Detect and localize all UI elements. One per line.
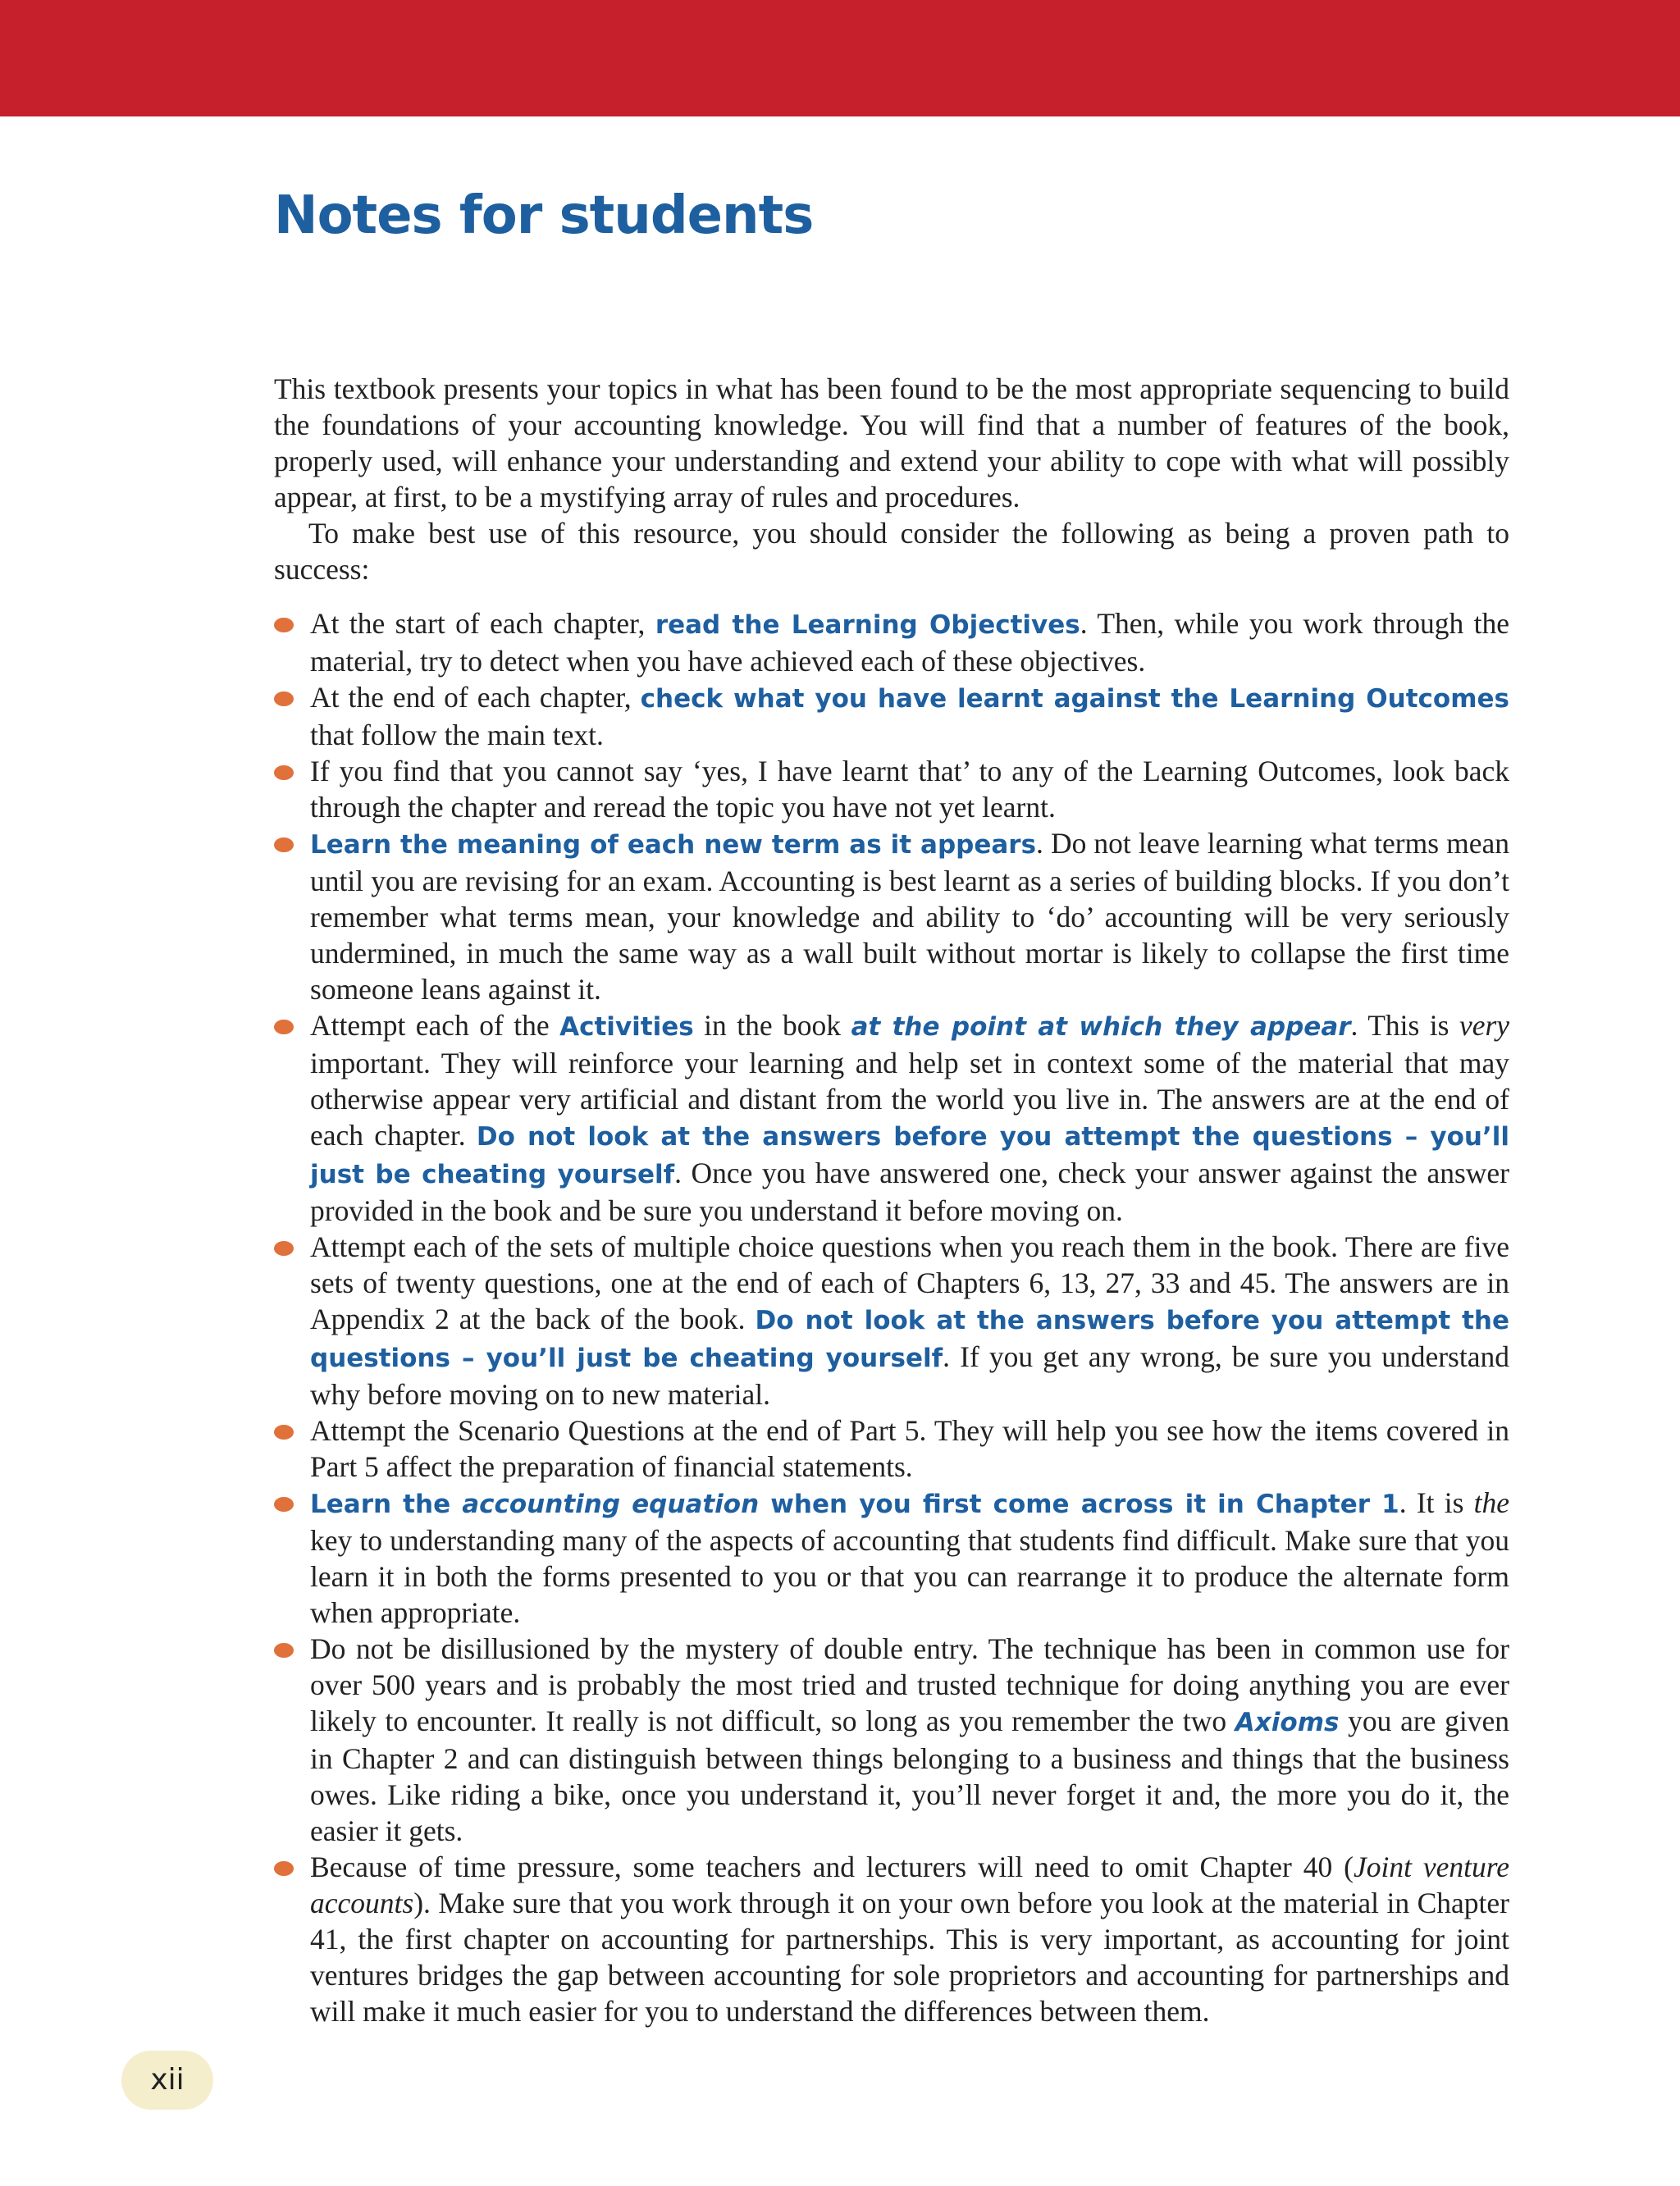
intro-paragraph: This textbook presents your topics in what has been found to be the most appropriate sequencing to build the foundations of your accounting knowledge. You will find that a number of features of the book, properly used, will enhance your understanding and extend your ability to cope with what will possibly appear, at first, to be a mystifying array of rules and procedures. [274, 372, 1509, 513]
body-text [274, 371, 1509, 2029]
item-text: ). Make sure that you work through it on your own before you look at the material in Chapter 41, the first chapter on accounting for partnerships. This is very important, as accounting for joint ventures bridges the gap between accounting for sole proprietors and accounting for partnerships and will make it much easier for you to understand the differences between them. [310, 1887, 1509, 2028]
item-text: At the end of each chapter, [310, 681, 641, 714]
bullet-icon [274, 691, 294, 706]
highlight-italic-text: accounting equation [462, 1490, 760, 1519]
item-text: important. They will reinforce your learning and help set in context some of the material that may otherwise appear very artificial and distant from the world you live in. The answers are at the end of each chapter. [310, 1047, 1509, 1152]
item-text: At the start of each chapter, [310, 607, 655, 640]
item-text: . Once you have answered one, check your answer against the answer provided in the book and be sure you understand it before moving on. [310, 1157, 1509, 1227]
highlight-text: check what you have learnt against the Learning Outcomes [640, 684, 1509, 714]
bullet-icon [274, 1861, 294, 1876]
highlight-text: Do not look at the answers before you attempt the questions – you’ll just be cheating yourself [310, 1306, 1510, 1373]
item-text: Attempt the Scenario Questions at the end of Part 5. They will help you see how the items covered in Part 5 affect the preparation of financial statements. [310, 1414, 1509, 1483]
highlight-text: Do not look at the answers before you attempt the questions – you’ll just be cheating yourself [310, 1122, 1509, 1189]
item-text: Attempt each of the [310, 1009, 560, 1042]
highlight-italic-text: at the point at which they appear [851, 1012, 1351, 1042]
list-item [274, 1485, 1509, 1631]
bullet-icon [274, 1241, 294, 1256]
item-text: you are given in Chapter 2 and can distinguish between things belonging to a business and things that the business owes. Like riding a bike, once you understand it, you’ll never forget it and, the more you do it, the easier it gets. [310, 1705, 1509, 1847]
highlight-text: Learn the meaning of each new term as it appears [310, 830, 1037, 860]
list-item [274, 605, 1509, 679]
list-item [274, 753, 1509, 825]
item-text: . It is [1399, 1486, 1474, 1519]
highlight-text: when you first come across it in Chapter 1 [759, 1490, 1399, 1519]
italic-text: the [1473, 1486, 1509, 1519]
item-text: . Then, while you work through the material, try to detect when you have achieved each of these objectives. [310, 607, 1509, 678]
intro-paragraph-2: To make best use of this resource, you should consider the following as being a proven path to success: [274, 517, 1509, 586]
list-item [274, 1849, 1509, 2029]
item-text: in the book [693, 1009, 851, 1042]
item-text: . If you get any wrong, be sure you understand why before moving on to new material. [310, 1340, 1509, 1411]
item-text: that follow the main text. [310, 719, 604, 751]
highlight-text: read the Learning Objectives [655, 610, 1080, 640]
bullet-icon [274, 1425, 294, 1440]
italic-text: very [1459, 1009, 1510, 1042]
item-text: key to understanding many of the aspects of accounting that students find difficult. Make sure that you learn it in both the forms presented to you or that you can rearrange it to produce the alternate form when appropriate. [310, 1524, 1509, 1629]
highlight-text: Activities [559, 1012, 694, 1042]
highlight-italic-text: Axioms [1235, 1708, 1340, 1737]
list-item [274, 1229, 1509, 1412]
list-item [274, 1007, 1509, 1229]
bullet-icon [274, 1497, 294, 1512]
page-title: Notes for students [274, 185, 814, 246]
list-item [274, 1631, 1509, 1849]
item-text: . This is [1350, 1009, 1459, 1042]
bullet-icon [274, 1643, 294, 1658]
bullet-icon [274, 765, 294, 780]
header-band [0, 0, 1680, 116]
bullet-icon [274, 618, 294, 632]
highlight-text: Learn the [310, 1490, 463, 1519]
page-number: xii [121, 2051, 213, 2110]
item-text: Do not be disillusioned by the mystery of double entry. The technique has been in common use for over 500 years and is probably the most tried and trusted technique for doing anything you are ever likely to encounter. It really is not difficult, so long as you remember the two [310, 1632, 1509, 1737]
bullet-icon [274, 837, 294, 852]
list-item [274, 1412, 1509, 1485]
item-text: If you find that you cannot say ‘yes, I have learnt that’ to any of the Learning Outcomes, look back through the chapter and reread the topic you have not yet learnt. [310, 755, 1509, 824]
item-text: Because of time pressure, some teachers and lecturers will need to omit Chapter 40 ( [310, 1851, 1354, 1883]
list-item [274, 679, 1509, 753]
item-text: Attempt each of the sets of multiple choice questions when you reach them in the book. There are five sets of twenty questions, one at the end of each of Chapters 6, 13, 27, 33 and 45. The answers are in Appendix 2 at the back of the book. [310, 1230, 1509, 1335]
list-item [274, 825, 1509, 1007]
tips-list [274, 605, 1509, 2029]
italic-text: Joint venture accounts [310, 1851, 1509, 1919]
item-text: . Do not leave learning what terms mean until you are revising for an exam. Accounting is best learnt as a series of building blocks. If you don’t remember what terms mean, your knowledge and ability to ‘do’ accounting will be very seriously undermined, in much the same way as a wall built without mortar is likely to collapse the first time someone leans against it. [310, 827, 1509, 1006]
bullet-icon [274, 1020, 294, 1034]
